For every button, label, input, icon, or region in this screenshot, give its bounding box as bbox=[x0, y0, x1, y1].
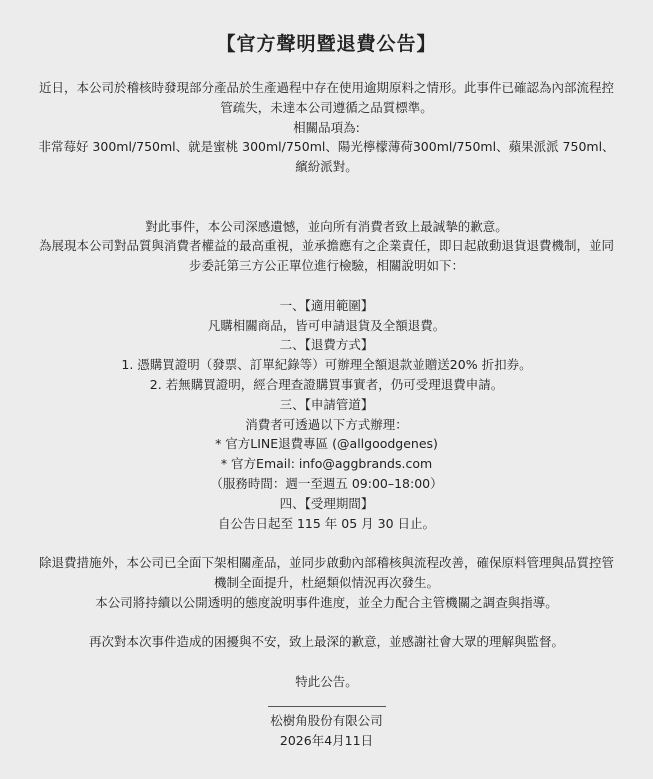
spacer bbox=[36, 613, 617, 633]
intro-paragraph: 近日，本公司於稽核時發現部分產品於生產過程中存在使用逾期原料之情形。此事件已確認為內部流程控管疏失，未達本公司遵循之品質標準。 bbox=[38, 80, 614, 115]
scope-text: 凡購相關商品，皆可申請退貨及全額退費。 bbox=[207, 317, 446, 333]
method-heading: 二、【退費方式】 bbox=[279, 337, 374, 353]
channel-intro: 消費者可透過以下方式辦理： bbox=[245, 416, 408, 432]
page-title: 【官方聲明暨退費公告】 bbox=[216, 33, 437, 55]
channel-heading: 三、【申請管道】 bbox=[279, 396, 374, 412]
spacer bbox=[36, 533, 617, 553]
channel-line: * 官方LINE退費專區 (@allgoodgenes) bbox=[215, 436, 438, 452]
measures-paragraph: 除退費措施外，本公司已全面下架相關產品，並同步啟動內部稽核與流程改善，確保原料管理與品質控管機制全面提升，杜絕類似情況再次發生。 bbox=[38, 555, 614, 590]
transparency-paragraph: 本公司將持續以公開透明的態度說明事件進度，並全力配合主管機關之調查與指導。 bbox=[95, 594, 558, 610]
method-item-2: 2. 若無購買證明，經合理查證購買事實者，仍可受理退費申請。 bbox=[149, 376, 504, 392]
affected-items-list: 非常莓好 300ml/750ml、就是蜜桃 300ml/750ml、陽光檸檬薄荷300ml/750ml、蘋果派派 750ml、繽紛派對。 bbox=[38, 139, 615, 175]
apology-paragraph: 對此事件，本公司深感遺憾，並向所有消費者致上最誠摯的歉意。 bbox=[145, 218, 508, 234]
spacer bbox=[36, 652, 617, 672]
spacer bbox=[36, 177, 617, 217]
channel-email: * 官方Email: info@aggbrands.com bbox=[220, 456, 433, 472]
notice-end: 特此公告。 bbox=[295, 673, 358, 689]
spacer bbox=[36, 276, 617, 296]
responsibility-paragraph: 為展現本公司對品質與消費者權益的最高重視，並承擔應有之企業責任，即日起啟動退貨退費機制，並同步委託第三方公正單位進行檢驗，相關說明如下： bbox=[38, 238, 614, 274]
scope-heading: 一、【適用範圍】 bbox=[279, 297, 374, 313]
affected-items-label: 相關品項為: bbox=[293, 119, 360, 135]
signature-line bbox=[36, 692, 617, 711]
closing-paragraph: 再次對本次事件造成的困擾與不安，致上最深的歉意，並感謝社會大眾的理解與監督。 bbox=[88, 634, 564, 650]
company-name: 松樹角股份有限公司 bbox=[270, 712, 383, 728]
period-heading: 四、【受理期間】 bbox=[279, 495, 374, 511]
announcement-date: 2026年4月11日 bbox=[279, 732, 374, 748]
method-item-1: 1. 憑購買證明（發票、訂單紀錄等）可辦理全額退款並贈送20% 折扣券。 bbox=[121, 357, 532, 373]
period-text: 自公告日起至 115 年 05 月 30 日止。 bbox=[217, 515, 435, 531]
service-hours: （服務時間：週一至週五 09:00–18:00） bbox=[210, 475, 443, 491]
